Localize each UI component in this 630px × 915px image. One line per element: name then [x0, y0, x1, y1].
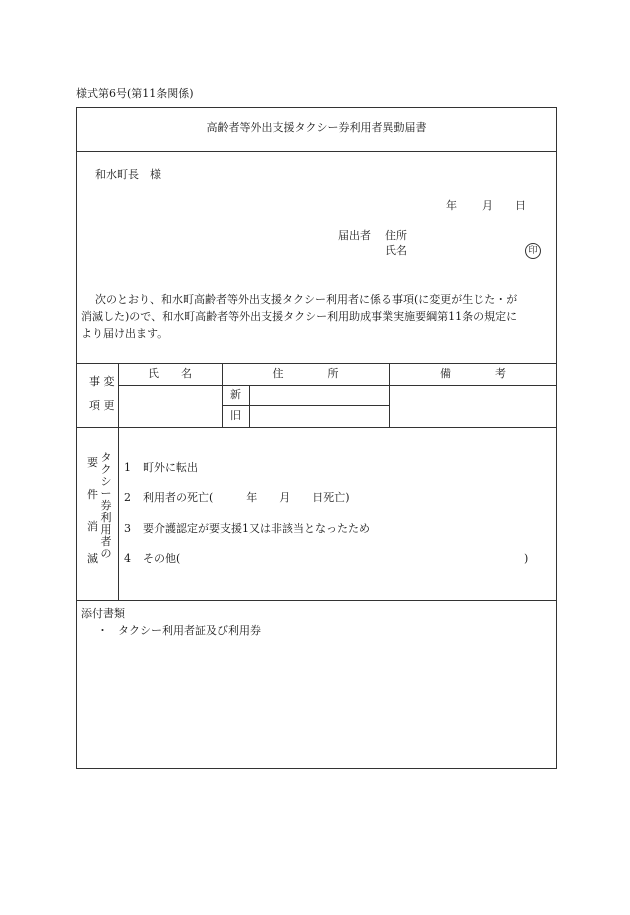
- applicant-address-label: 住所: [385, 229, 407, 242]
- name-column-header: 氏 名: [148, 367, 192, 380]
- applicant-label: 届出者: [338, 229, 371, 242]
- termination-item-1-number: 1: [124, 461, 131, 474]
- body-line-2: 消滅した)ので、和水町高齢者等外出支援タクシー利用助成事業実施要綱第11条の規定に: [81, 310, 518, 323]
- new-address-label: 新: [230, 388, 241, 401]
- divider: [76, 151, 557, 152]
- divider: [118, 427, 119, 600]
- attachment-bullet: ・: [97, 624, 108, 637]
- termination-item-4-close: ): [524, 552, 529, 565]
- date-year-label: 年: [446, 199, 457, 212]
- divider: [76, 427, 557, 428]
- address-column-header: 住 所: [272, 367, 339, 380]
- termination-label-char-3: 消: [87, 520, 98, 533]
- remarks-column-header: 備 考: [440, 367, 506, 380]
- divider: [222, 405, 389, 406]
- divider: [76, 600, 557, 601]
- change-row-label-top: 事 変: [89, 375, 115, 388]
- date-day-label: 日: [515, 199, 526, 212]
- termination-item-2-number: 2: [124, 491, 131, 504]
- termination-item-3-text: 要介護認定が要支援1又は非該当となったため: [143, 522, 370, 535]
- termination-item-3-number: 3: [124, 522, 131, 535]
- termination-item-2-text: 利用者の死亡( 年 月 日死亡): [143, 491, 350, 504]
- termination-label-char-2: 件: [87, 488, 98, 501]
- termination-item-4-number: 4: [124, 552, 131, 565]
- form-number: 様式第6号(第11条関係): [76, 87, 194, 100]
- form-title: 高齢者等外出支援タクシー券利用者異動届書: [206, 121, 427, 134]
- divider: [76, 363, 557, 364]
- termination-item-4-text: その他(: [143, 552, 181, 565]
- old-address-label: 旧: [230, 409, 241, 422]
- divider: [249, 385, 250, 427]
- date-month-label: 月: [482, 199, 493, 212]
- divider: [118, 385, 557, 386]
- applicant-name-label: 氏名: [385, 244, 407, 257]
- addressee: 和水町長 様: [95, 168, 161, 181]
- change-row-label-bottom: 項 更: [89, 399, 115, 412]
- termination-item-1-text: 町外に転出: [143, 461, 198, 474]
- seal-mark: 印: [525, 243, 541, 259]
- termination-label-char-4: 滅: [87, 552, 98, 565]
- body-line-3: より届け出ます。: [81, 327, 169, 340]
- termination-label-vertical: タクシー券利用者の: [100, 451, 112, 560]
- body-line-1: 次のとおり、和水町高齢者等外出支援タクシー利用者に係る事項(に変更が生じた・が: [95, 293, 518, 306]
- attachments-title: 添付書類: [81, 607, 125, 620]
- termination-label-char-1: 要: [87, 456, 98, 469]
- attachment-item: タクシー利用者証及び利用券: [118, 624, 261, 637]
